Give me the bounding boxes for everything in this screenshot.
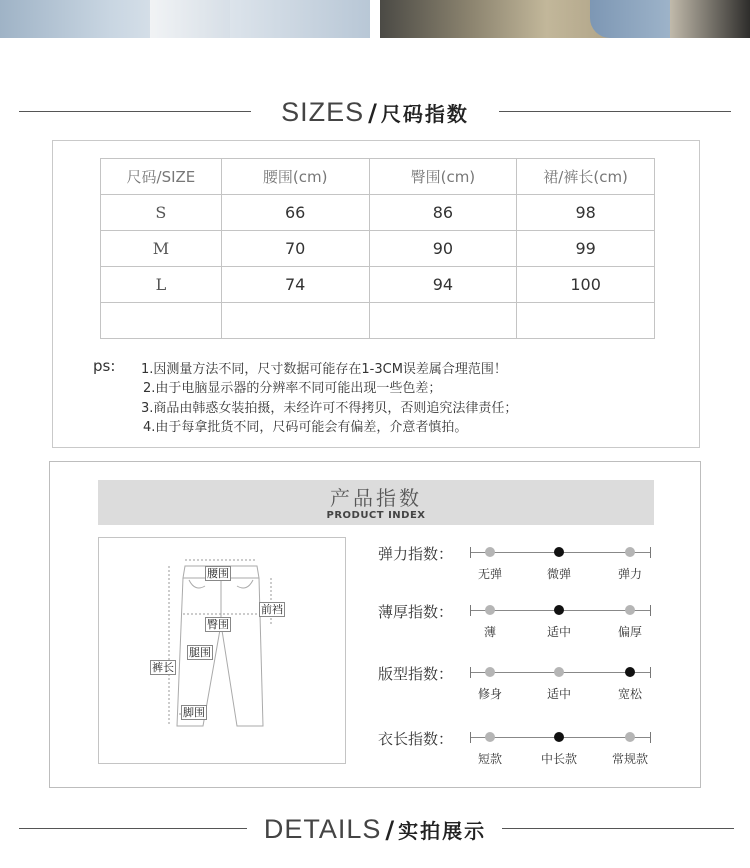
track-cap [470, 667, 471, 678]
rating-label: 弹力指数： [378, 545, 454, 563]
rating-dot [625, 605, 635, 615]
cell-size: M [101, 231, 222, 267]
rating-option: 弹力 [617, 567, 642, 581]
product-index-panel [49, 461, 701, 788]
rating-option: 中长款 [540, 752, 577, 766]
cell-hip: 86 [369, 195, 517, 231]
cell-empty [517, 303, 655, 339]
rating-label: 衣长指数： [378, 730, 454, 748]
track-cap [650, 547, 651, 558]
rating-option: 宽松 [617, 687, 642, 701]
rating-elasticity [378, 543, 658, 583]
details-heading-cn: 实拍展示 [398, 819, 487, 843]
header-size: 尺码/SIZE [101, 159, 222, 195]
rating-label: 版型指数： [378, 665, 454, 683]
label-thigh: 腿围 [189, 646, 211, 659]
label-hip: 臀围 [207, 618, 229, 631]
cell-empty [221, 303, 369, 339]
rating-label: 薄厚指数： [378, 603, 454, 621]
cell-waist: 70 [221, 231, 369, 267]
rating-dot [625, 732, 635, 742]
note-item: 2.由于电脑显示器的分辨率不同可能出现一些色差； [143, 381, 442, 396]
details-heading-sep: / [385, 816, 395, 844]
cell-size: L [101, 267, 222, 303]
label-length: 裤长 [152, 661, 174, 674]
rating-option: 修身 [477, 687, 502, 701]
rating-dot-selected [554, 605, 564, 615]
cell-length: 100 [517, 267, 655, 303]
track-cap [650, 667, 651, 678]
product-index-title: 产品指数 [330, 486, 422, 510]
sizes-heading [0, 92, 750, 132]
rating-option: 常规款 [611, 752, 648, 766]
note-item: 1.因测量方法不同，尺寸数据可能存在1-3CM误差属合理范围！ [141, 362, 507, 377]
product-index-subtitle: PRODUCT INDEX [326, 510, 426, 521]
size-table [100, 158, 655, 339]
note-item: 4.由于每拿批货不同，尺码可能会有偏差，介意者慎拍。 [143, 420, 468, 435]
rating-option: 薄 [483, 625, 496, 639]
label-waist: 腰围 [207, 567, 229, 580]
rating-dot-selected [554, 732, 564, 742]
size-chart-panel [52, 140, 700, 448]
cell-length: 98 [517, 195, 655, 231]
header-waist: 腰围(cm) [221, 159, 369, 195]
cell-hip: 90 [369, 231, 517, 267]
product-photo-right [380, 0, 750, 38]
cell-waist: 74 [221, 267, 369, 303]
cell-empty [369, 303, 517, 339]
pants-measurement-diagram [98, 537, 346, 764]
rating-dot [554, 667, 564, 677]
rating-dot [485, 547, 495, 557]
track-cap [650, 732, 651, 743]
cell-hip: 94 [369, 267, 517, 303]
notes-prefix: ps: [93, 357, 116, 375]
jeans-hem-detail [590, 0, 670, 38]
product-index-banner [98, 480, 654, 525]
rating-length [378, 728, 658, 768]
cell-length: 99 [517, 231, 655, 267]
track-cap [470, 605, 471, 616]
rating-option: 适中 [546, 625, 571, 639]
rating-option: 偏厚 [617, 625, 642, 639]
table-row [101, 267, 655, 303]
details-heading [0, 809, 750, 849]
note-item: 3.商品由韩惑女装拍摄，未经许可不得拷贝，否则追究法律责任； [141, 401, 518, 416]
rating-thickness [378, 601, 658, 641]
label-front-rise: 前裆 [261, 603, 283, 616]
rating-fit [378, 663, 658, 703]
cell-waist: 66 [221, 195, 369, 231]
track-cap [470, 547, 471, 558]
table-row-empty [101, 303, 655, 339]
sizes-heading-cn: 尺码指数 [380, 102, 469, 126]
rating-dot [485, 667, 495, 677]
rating-dot [485, 605, 495, 615]
table-row [101, 231, 655, 267]
sizes-heading-sep: / [368, 99, 377, 127]
cell-empty [101, 303, 222, 339]
product-photo-left [0, 0, 370, 38]
track-cap [650, 605, 651, 616]
cell-size: S [101, 195, 222, 231]
table-row [101, 195, 655, 231]
track-cap [470, 732, 471, 743]
label-hem: 脚围 [183, 706, 205, 719]
rating-option: 微弹 [546, 567, 571, 581]
rating-dot [625, 547, 635, 557]
rating-dot-selected [625, 667, 635, 677]
rating-option: 短款 [477, 752, 502, 766]
rating-option: 适中 [546, 687, 571, 701]
rating-option: 无弹 [477, 567, 502, 581]
rating-dot [485, 732, 495, 742]
size-table-header [101, 159, 655, 195]
header-length: 裙/裤长(cm) [517, 159, 655, 195]
sizes-heading-en: SIZES [281, 97, 365, 127]
header-hip: 臀围(cm) [369, 159, 517, 195]
details-heading-en: DETAILS [263, 814, 382, 844]
rating-dot-selected [554, 547, 564, 557]
